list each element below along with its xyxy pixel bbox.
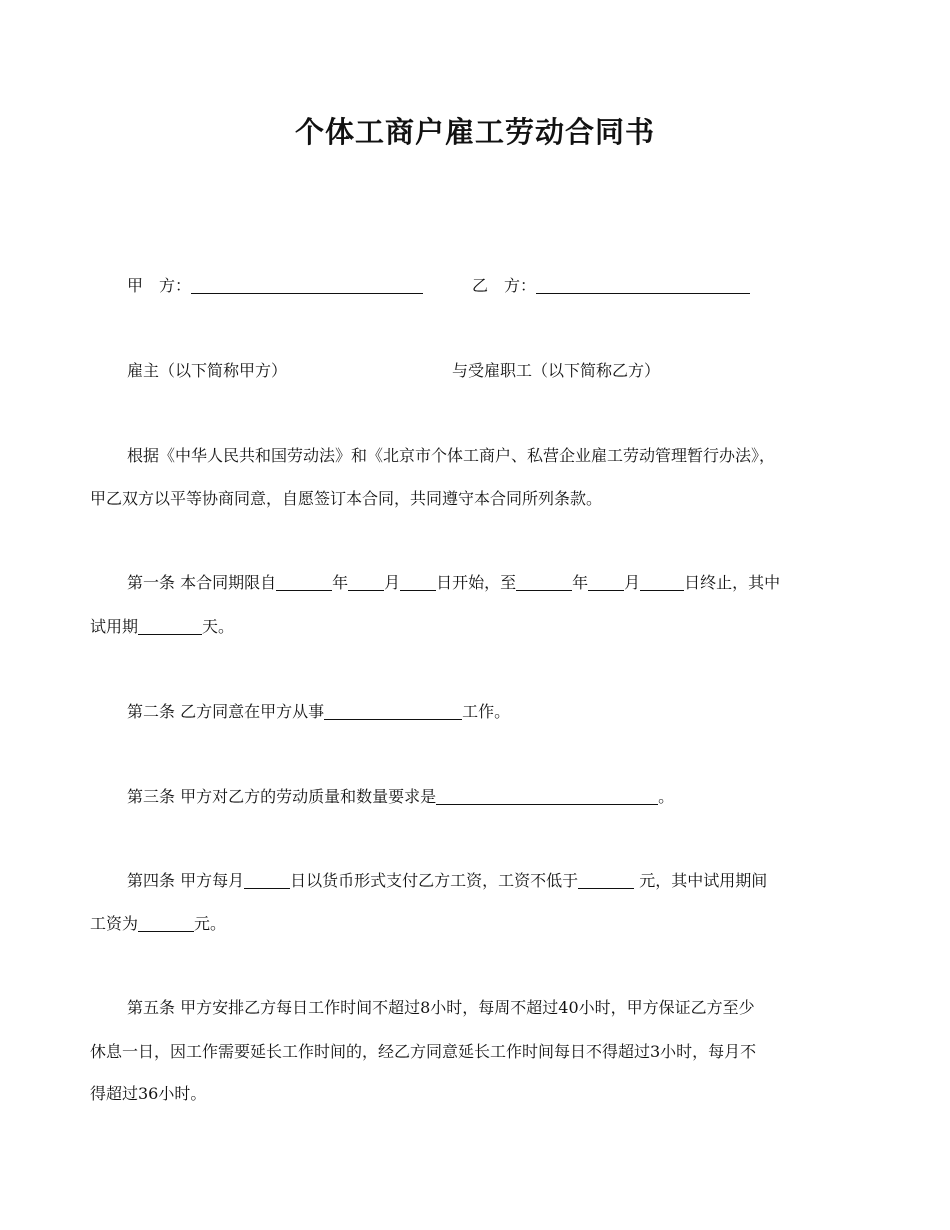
party-b-blank xyxy=(536,277,750,294)
article-3-text: 。 xyxy=(658,787,675,806)
article-1-line-1 xyxy=(127,571,780,595)
start-month-blank xyxy=(348,574,384,591)
article-4-text: 元。 xyxy=(194,914,227,933)
article-4-text: 元，其中试用期间 xyxy=(634,871,768,890)
article-5-line-2: 休息一日，因工作需要延长工作时间的，经乙方同意延长工作时间每日不得超过3小时，每月不 xyxy=(90,1042,757,1061)
article-1-text: 月 xyxy=(384,573,401,592)
article-1-text: 日开始，至 xyxy=(436,573,517,592)
start-day-blank xyxy=(400,574,436,591)
article-1-text: 年 xyxy=(572,573,589,592)
article-1-text: 天。 xyxy=(202,617,235,636)
article-4-text: 工资为 xyxy=(90,914,139,933)
party-b-label: 乙 方： xyxy=(472,276,537,295)
article-2-text: 工作。 xyxy=(462,702,511,721)
preamble-line-1: 根据《中华人民共和国劳动法》和《北京市个体工商户、私营企业雇工劳动管理暂行办法》， xyxy=(127,446,776,465)
end-month-blank xyxy=(588,574,624,591)
article-4-line-2 xyxy=(90,912,226,936)
start-year-blank xyxy=(276,574,332,591)
article-2-line xyxy=(127,700,510,724)
article-1-line-2 xyxy=(90,615,234,639)
article-1-text: 月 xyxy=(624,573,641,592)
article-4-text: 第四条 甲方每月 xyxy=(127,871,245,890)
end-year-blank xyxy=(516,574,572,591)
article-1-text: 第一条 本合同期限自 xyxy=(127,573,277,592)
article-1-text: 年 xyxy=(332,573,349,592)
article-3-line xyxy=(127,785,674,809)
pay-day-blank xyxy=(244,872,290,889)
employee-label: 与受雇职工（以下简称乙方） xyxy=(452,361,661,380)
preamble-line-2: 甲乙双方以平等协商同意，自愿签订本合同，共同遵守本合同所列条款。 xyxy=(90,489,603,508)
party-a-label: 甲 方： xyxy=(127,276,192,295)
article-5-line-3: 得超过36小时。 xyxy=(90,1084,207,1103)
article-2-text: 第二条 乙方同意在甲方从事 xyxy=(127,702,325,721)
job-blank xyxy=(324,703,462,720)
employer-label: 雇主（以下简称甲方） xyxy=(127,361,288,380)
article-4-text: 日以货币形式支付乙方工资，工资不低于 xyxy=(290,871,579,890)
probation-wage-blank xyxy=(138,915,194,932)
article-5-line-1: 第五条 甲方安排乙方每日工作时间不超过8小时，每周不超过40小时，甲方保证乙方至少 xyxy=(127,998,755,1017)
min-wage-blank xyxy=(578,872,634,889)
probation-days-blank xyxy=(138,618,202,635)
article-1-text: 日终止，其中 xyxy=(684,573,781,592)
end-day-blank xyxy=(640,574,684,591)
article-3-text: 第三条 甲方对乙方的劳动质量和数量要求是 xyxy=(127,787,437,806)
article-4-line-1 xyxy=(127,869,767,893)
party-a-blank xyxy=(191,277,423,294)
party-b-line xyxy=(472,274,750,298)
document-title: 个体工商户雇工劳动合同书 xyxy=(294,115,655,149)
article-1-text: 试用期 xyxy=(90,617,139,636)
requirements-blank xyxy=(436,788,658,805)
party-a-line xyxy=(127,274,423,298)
